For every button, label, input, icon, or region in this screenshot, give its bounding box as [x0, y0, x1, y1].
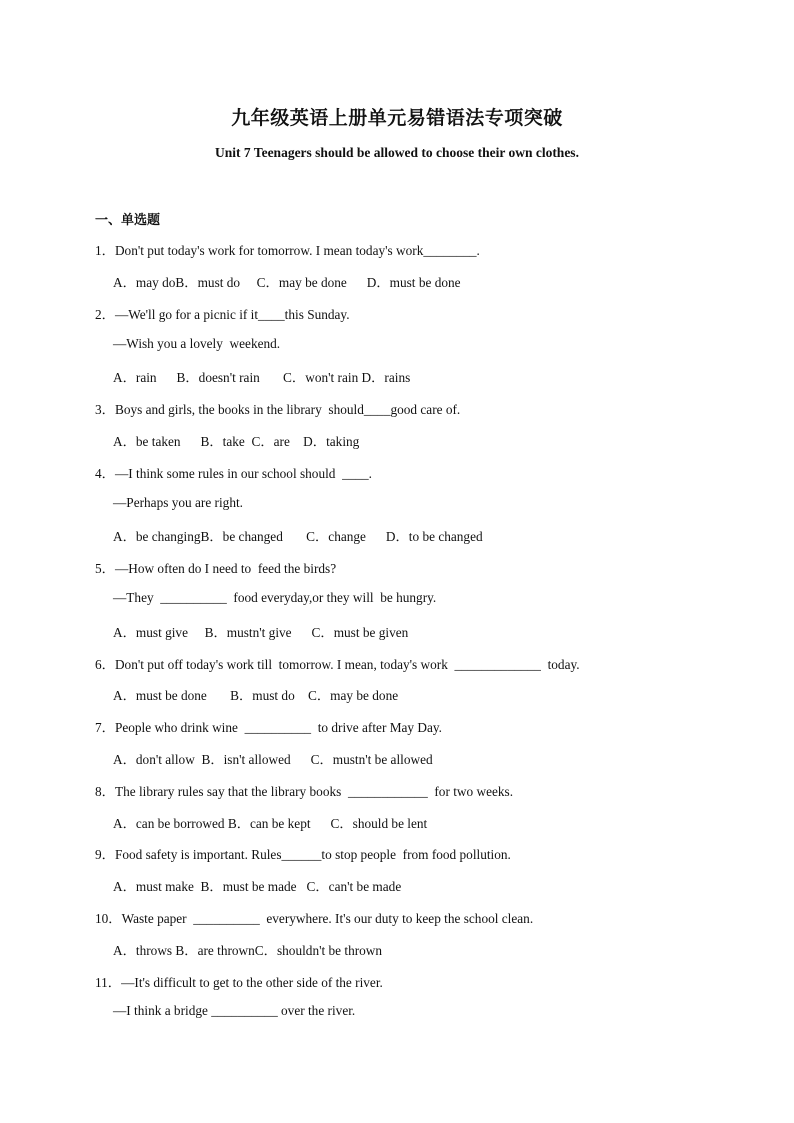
question-8-options: A．can be borrowed B．can be kept C．should be lent: [113, 816, 428, 831]
question-5-reply: —They __________ food everyday,or they will be hungry.: [113, 590, 437, 605]
question-3: 3．Boys and girls, the books in the library should____good care of.: [95, 402, 461, 417]
question-3-options: A．be taken B．take C．are D．taking: [113, 434, 360, 449]
question-4-reply: —Perhaps you are right.: [113, 495, 243, 510]
question-7: 7．People who drink wine __________ to drive after May Day.: [95, 720, 443, 735]
question-6-options: A．must be done B．must do C．may be done: [113, 688, 399, 703]
question-11-reply: —I think a bridge __________ over the river.: [113, 1003, 356, 1018]
document-title: 九年级英语上册单元易错语法专项突破: [231, 107, 563, 129]
question-8: 8．The library rules say that the library books ____________ for two weeks.: [95, 784, 514, 799]
question-2: 2．—We'll go for a picnic if it____this Sunday.: [95, 307, 350, 322]
section-heading: 一、单选题: [95, 213, 161, 228]
question-11: 11．—It's difficult to get to the other side of the river.: [95, 975, 383, 990]
question-5-options: A．must give B．mustn't give C．must be given: [113, 625, 409, 640]
question-10-options: A．throws B．are thrownC．shouldn't be thrown: [113, 943, 383, 958]
document-subtitle: Unit 7 Teenagers should be allowed to choose their own clothes.: [215, 145, 579, 160]
question-7-options: A．don't allow B．isn't allowed C．mustn't be allowed: [113, 752, 433, 767]
question-4-options: A．be changingB．be changed C．change D．to be changed: [113, 529, 483, 544]
question-5: 5．—How often do I need to feed the birds?: [95, 561, 337, 576]
question-9-options: A．must make B．must be made C．can't be made: [113, 879, 402, 894]
question-1: 1．Don't put today's work for tomorrow. I mean today's work________.: [95, 243, 480, 258]
question-4: 4．—I think some rules in our school should ____.: [95, 466, 373, 481]
question-1-options: A．may doB．must do C．may be done D．must be done: [113, 275, 461, 290]
question-6: 6．Don't put off today's work till tomorrow. I mean, today's work _____________ today.: [95, 657, 580, 672]
question-2-reply: —Wish you a lovely weekend.: [113, 336, 281, 351]
question-2-options: A．rain B．doesn't rain C．won't rain D．rains: [113, 370, 411, 385]
question-10: 10．Waste paper __________ everywhere. It's our duty to keep the school clean.: [95, 911, 534, 926]
question-9: 9．Food safety is important. Rules______to stop people from food pollution.: [95, 847, 511, 862]
